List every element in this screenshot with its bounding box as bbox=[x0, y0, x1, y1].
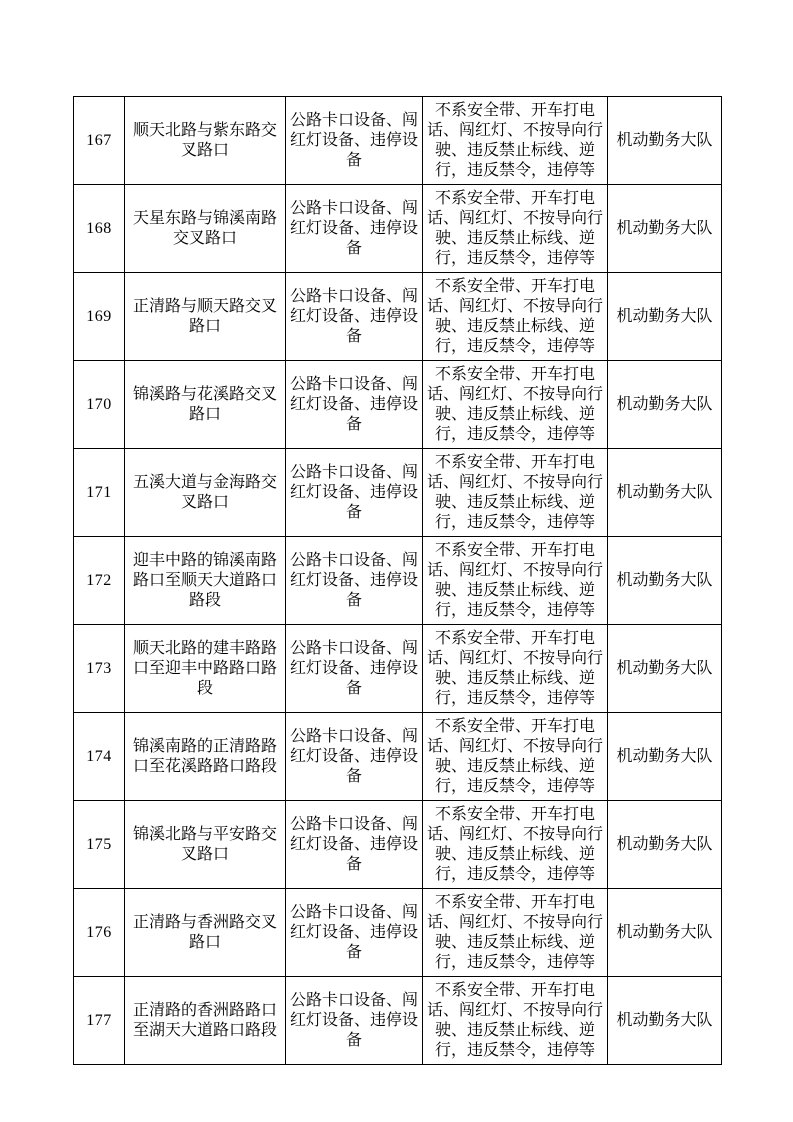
cell-equipment: 公路卡口设备、闯红灯设备、违停设备 bbox=[286, 977, 423, 1065]
cell-violations: 不系安全带、开车打电话、闯红灯、不按导向行驶、违反禁止标线、逆行，违反禁令，违停等 bbox=[423, 361, 608, 449]
cell-location: 顺天北路的建丰路路口至迎丰中路路口路段 bbox=[125, 625, 286, 713]
cell-equipment: 公路卡口设备、闯红灯设备、违停设备 bbox=[286, 361, 423, 449]
cell-violations: 不系安全带、开车打电话、闯红灯、不按导向行驶、违反禁止标线、逆行，违反禁令，违停等 bbox=[423, 537, 608, 625]
table-row bbox=[74, 713, 722, 801]
cell-seq: 175 bbox=[74, 801, 125, 889]
table-row bbox=[74, 449, 722, 537]
table-row bbox=[74, 185, 722, 273]
cell-violations: 不系安全带、开车打电话、闯红灯、不按导向行驶、违反禁止标线、逆行，违反禁令，违停等 bbox=[423, 801, 608, 889]
cell-location: 天星东路与锦溪南路交叉路口 bbox=[125, 185, 286, 273]
cell-unit: 机动勤务大队 bbox=[608, 537, 722, 625]
cell-unit: 机动勤务大队 bbox=[608, 889, 722, 977]
cell-unit: 机动勤务大队 bbox=[608, 273, 722, 361]
cell-seq: 167 bbox=[74, 97, 125, 185]
cell-seq: 172 bbox=[74, 537, 125, 625]
cell-equipment: 公路卡口设备、闯红灯设备、违停设备 bbox=[286, 97, 423, 185]
cell-location: 顺天北路与紫东路交叉路口 bbox=[125, 97, 286, 185]
cell-violations: 不系安全带、开车打电话、闯红灯、不按导向行驶、违反禁止标线、逆行，违反禁令，违停等 bbox=[423, 449, 608, 537]
cell-violations: 不系安全带、开车打电话、闯红灯、不按导向行驶、违反禁止标线、逆行，违反禁令，违停等 bbox=[423, 97, 608, 185]
cell-equipment: 公路卡口设备、闯红灯设备、违停设备 bbox=[286, 801, 423, 889]
cell-location: 锦溪南路的正清路路口至花溪路路口路段 bbox=[125, 713, 286, 801]
table-row bbox=[74, 361, 722, 449]
cell-seq: 170 bbox=[74, 361, 125, 449]
cell-seq: 169 bbox=[74, 273, 125, 361]
cell-location: 正清路的香洲路路口至湖天大道路口路段 bbox=[125, 977, 286, 1065]
cell-violations: 不系安全带、开车打电话、闯红灯、不按导向行驶、违反禁止标线、逆行，违反禁令，违停等 bbox=[423, 977, 608, 1065]
cell-seq: 174 bbox=[74, 713, 125, 801]
cell-location: 正清路与香洲路交叉路口 bbox=[125, 889, 286, 977]
cell-seq: 171 bbox=[74, 449, 125, 537]
table-row bbox=[74, 977, 722, 1065]
cell-seq: 176 bbox=[74, 889, 125, 977]
cell-equipment: 公路卡口设备、闯红灯设备、违停设备 bbox=[286, 449, 423, 537]
cell-unit: 机动勤务大队 bbox=[608, 361, 722, 449]
table-row bbox=[74, 273, 722, 361]
cell-unit: 机动勤务大队 bbox=[608, 97, 722, 185]
cell-violations: 不系安全带、开车打电话、闯红灯、不按导向行驶、违反禁止标线、逆行，违反禁令，违停等 bbox=[423, 185, 608, 273]
table-row bbox=[74, 537, 722, 625]
table-row bbox=[74, 889, 722, 977]
cell-location: 五溪大道与金海路交叉路口 bbox=[125, 449, 286, 537]
cell-violations: 不系安全带、开车打电话、闯红灯、不按导向行驶、违反禁止标线、逆行，违反禁令，违停等 bbox=[423, 889, 608, 977]
cell-violations: 不系安全带、开车打电话、闯红灯、不按导向行驶、违反禁止标线、逆行，违反禁令，违停等 bbox=[423, 273, 608, 361]
cell-equipment: 公路卡口设备、闯红灯设备、违停设备 bbox=[286, 713, 423, 801]
cell-location: 正清路与顺天路交叉路口 bbox=[125, 273, 286, 361]
cell-unit: 机动勤务大队 bbox=[608, 625, 722, 713]
cell-unit: 机动勤务大队 bbox=[608, 801, 722, 889]
cell-violations: 不系安全带、开车打电话、闯红灯、不按导向行驶、违反禁止标线、逆行，违反禁令，违停等 bbox=[423, 713, 608, 801]
cell-location: 锦溪北路与平安路交叉路口 bbox=[125, 801, 286, 889]
cell-location: 锦溪路与花溪路交叉路口 bbox=[125, 361, 286, 449]
cell-equipment: 公路卡口设备、闯红灯设备、违停设备 bbox=[286, 185, 423, 273]
cell-equipment: 公路卡口设备、闯红灯设备、违停设备 bbox=[286, 273, 423, 361]
cell-unit: 机动勤务大队 bbox=[608, 977, 722, 1065]
cell-seq: 173 bbox=[74, 625, 125, 713]
enforcement-locations-table bbox=[73, 96, 722, 1065]
cell-seq: 177 bbox=[74, 977, 125, 1065]
cell-unit: 机动勤务大队 bbox=[608, 185, 722, 273]
cell-seq: 168 bbox=[74, 185, 125, 273]
cell-equipment: 公路卡口设备、闯红灯设备、违停设备 bbox=[286, 889, 423, 977]
cell-equipment: 公路卡口设备、闯红灯设备、违停设备 bbox=[286, 625, 423, 713]
cell-unit: 机动勤务大队 bbox=[608, 449, 722, 537]
cell-location: 迎丰中路的锦溪南路路口至顺天大道路口路段 bbox=[125, 537, 286, 625]
cell-equipment: 公路卡口设备、闯红灯设备、违停设备 bbox=[286, 537, 423, 625]
cell-unit: 机动勤务大队 bbox=[608, 713, 722, 801]
table-row bbox=[74, 801, 722, 889]
table-row bbox=[74, 97, 722, 185]
table-row bbox=[74, 625, 722, 713]
cell-violations: 不系安全带、开车打电话、闯红灯、不按导向行驶、违反禁止标线、逆行，违反禁令，违停等 bbox=[423, 625, 608, 713]
